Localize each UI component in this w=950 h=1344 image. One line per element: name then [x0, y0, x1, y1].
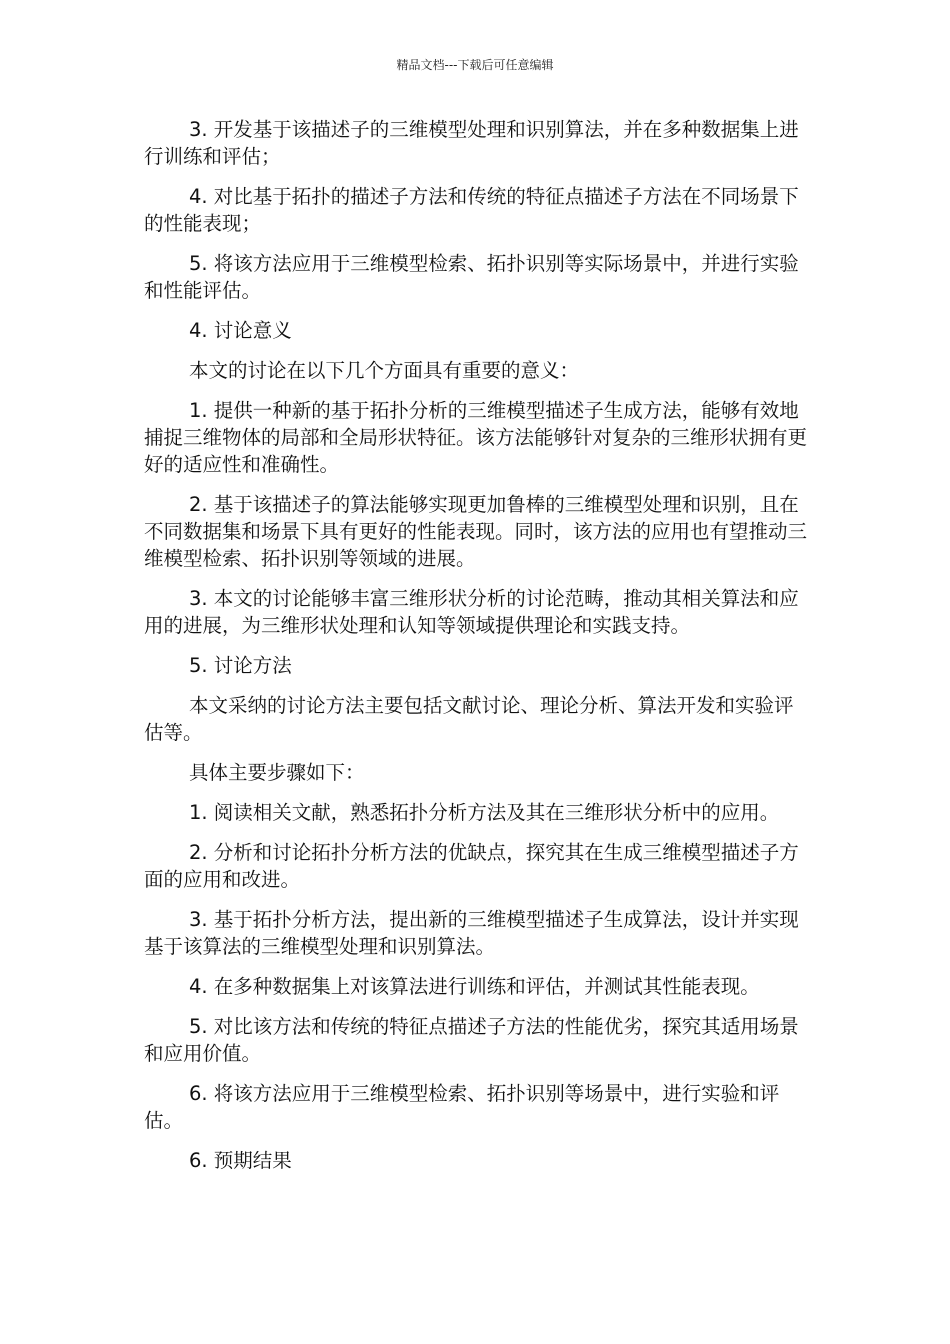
paragraph-methods-intro: 本文采纳的讨论方法主要包括文献讨论、理论分析、算法开发和实验评估等。 — [144, 694, 794, 744]
document-body — [144, 116, 810, 1187]
paragraph-significance-3: 3. 本文的讨论能够丰富三维形状分析的讨论范畴，推动其相关算法和应用的进展，为三维形状处理和认知等领域提供理论和实践支持。 — [144, 587, 799, 637]
paragraph-step-1: 1. 阅读相关文献，熟悉拓扑分析方法及其在三维形状分析中的应用。 — [189, 801, 780, 824]
paragraph-significance-intro: 本文的讨论在以下几个方面具有重要的意义： — [189, 359, 580, 382]
paragraph-develop-algorithm: 3. 开发基于该描述子的三维模型处理和识别算法，并在多种数据集上进行训练和评估； — [144, 118, 799, 168]
paragraph-compare-methods: 4. 对比基于拓扑的描述子方法和传统的特征点描述子方法在不同场景下的性能表现； — [144, 185, 799, 235]
section-heading-significance: 4. 讨论意义 — [189, 319, 292, 342]
section-heading-methods: 5. 讨论方法 — [189, 654, 292, 677]
paragraph-step-6: 6. 将该方法应用于三维模型检索、拓扑识别等场景中，进行实验和评估。 — [144, 1082, 780, 1132]
paragraph-apply-method: 5. 将该方法应用于三维模型检索、拓扑识别等实际场景中，并进行实验和性能评估。 — [144, 252, 799, 302]
paragraph-significance-2: 2. 基于该描述子的算法能够实现更加鲁棒的三维模型处理和识别，且在不同数据集和场景下具有更好的性能表现。同时，该方法的应用也有望推动三维模型检索、拓扑识别等领域的进展。 — [144, 493, 808, 570]
page-header: 精品文档---下载后可任意编辑 — [396, 58, 554, 72]
paragraph-step-2: 2. 分析和讨论拓扑分析方法的优缺点，探究其在生成三维模型描述子方面的应用和改进。 — [144, 841, 799, 891]
paragraph-steps-intro: 具体主要步骤如下： — [189, 761, 365, 784]
paragraph-step-5: 5. 对比该方法和传统的特征点描述子方法的性能优劣，探究其适用场景和应用价值。 — [144, 1015, 799, 1065]
paragraph-significance-1: 1. 提供一种新的基于拓扑分析的三维模型描述子生成方法，能够有效地捕捉三维物体的局部和全局形状特征。该方法能够针对复杂的三维形状拥有更好的适应性和准确性。 — [144, 399, 808, 476]
paragraph-step-3: 3. 基于拓扑分析方法，提出新的三维模型描述子生成算法，设计并实现基于该算法的三维模型处理和识别算法。 — [144, 908, 799, 958]
paragraph-step-4: 4. 在多种数据集上对该算法进行训练和评估，并测试其性能表现。 — [189, 975, 760, 998]
section-heading-expected-results: 6. 预期结果 — [189, 1149, 292, 1172]
